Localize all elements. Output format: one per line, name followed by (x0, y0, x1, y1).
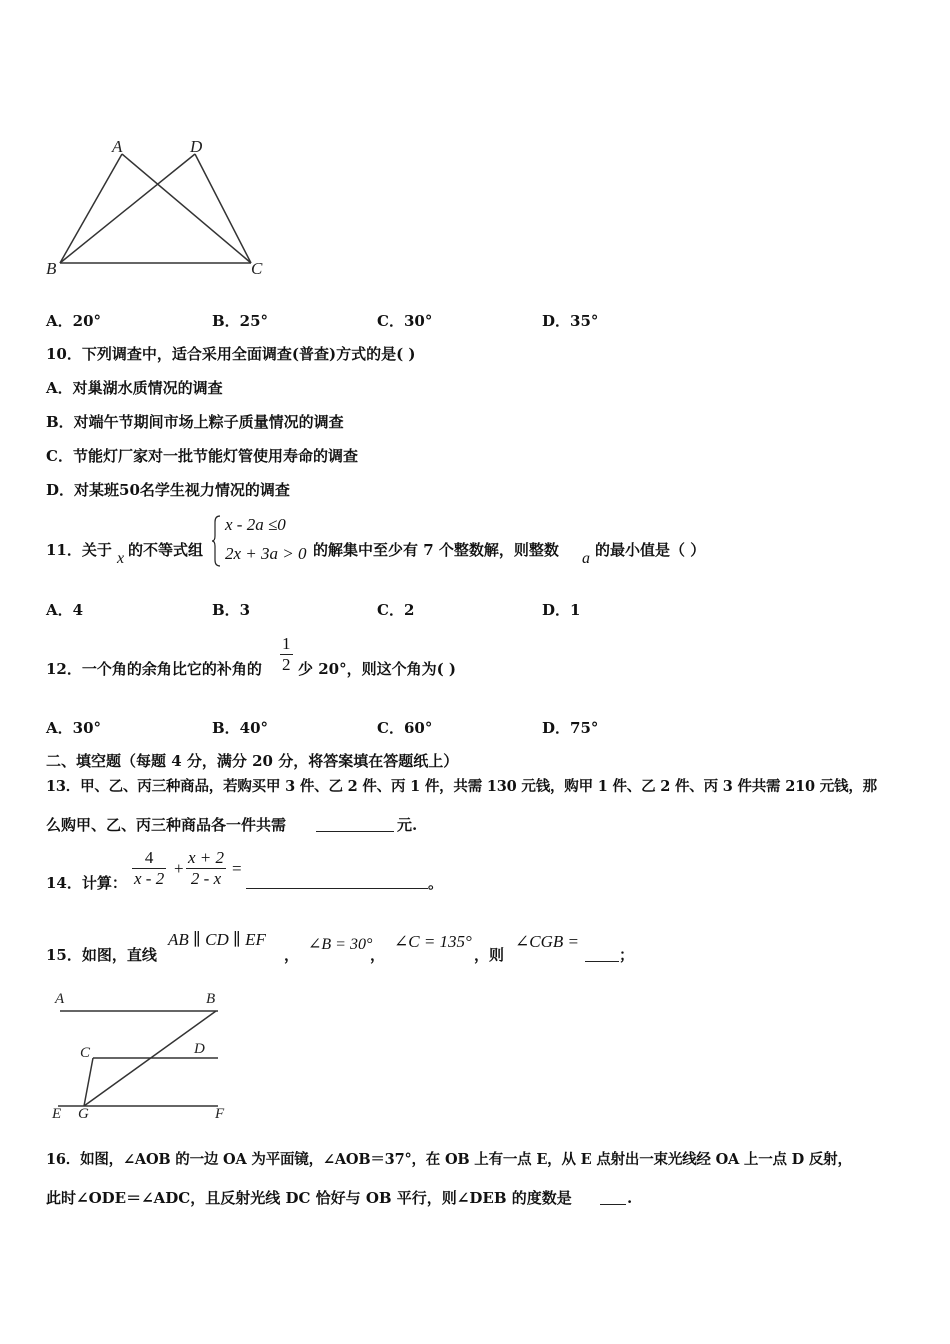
q10-option-d: D．对某班50名学生视力情况的调查 (46, 481, 290, 499)
triangle-figure (40, 132, 280, 282)
q12-option-a: A．30° (46, 719, 102, 737)
segment-ac (122, 154, 251, 263)
fig2-label-b: B (206, 991, 216, 1007)
fig2-label-c: C (80, 1045, 91, 1061)
q11-var-a: a (582, 550, 590, 567)
q11-inequality-1: x - 2a ≤0 (225, 515, 286, 534)
q12-option-c: C．60° (377, 719, 433, 737)
q16-line-1: 16．如图，∠AOB 的一边 OA 为平面镜，∠AOB＝37°，在 OB 上有一点 E，从 E 点射出一束光线经 OA 上一点 D 反射， (46, 1151, 852, 1168)
q10-stem: 10．下列调查中，适合采用全面调查(普查)方式的是( ) (46, 345, 416, 363)
q9-option-d: D．35° (542, 312, 599, 330)
q15-comma-3: ，则 (474, 946, 505, 964)
fig2-label-f: F (215, 1106, 225, 1122)
fig1-label-d: D (190, 137, 203, 156)
q15-comma-1: ， (284, 946, 300, 964)
q15-answer-blank[interactable] (585, 945, 619, 962)
q15-end: ； (619, 946, 635, 964)
segment-bd (60, 154, 195, 263)
q10-option-a: A．对巢湖水质情况的调查 (46, 379, 223, 397)
q13-line-2-post: 元. (397, 816, 418, 834)
q11-inequality-2: 2x + 3a > 0 (225, 544, 307, 563)
q11-option-b: B．3 (212, 601, 251, 619)
q11-post: 的解集中至少有 7 个整数解，则整数 (313, 541, 559, 559)
q11-option-a: A．4 (46, 601, 84, 619)
q12-pre: 12．一个角的余角比它的补角的 (46, 660, 262, 678)
q12-option-b: B．40° (212, 719, 269, 737)
q15-parallel: AB ∥ CD ∥ EF (168, 930, 266, 949)
q14-fraction-1 (132, 848, 166, 889)
q15-angle-b: ∠B = 30° (308, 936, 373, 953)
q14-fraction-2-den: 2 - x (186, 868, 226, 889)
q16-line-2-end: . (627, 1189, 633, 1207)
q14-plus: + (174, 859, 184, 878)
q14-end: 。 (428, 874, 444, 892)
q11-var-x: x (117, 550, 125, 567)
fig1-label-a: A (112, 137, 123, 156)
fig1-label-c: C (251, 259, 263, 278)
q14-answer-blank[interactable] (246, 872, 428, 889)
q12-fraction-den: 2 (282, 655, 291, 674)
q9-option-a: A．20° (46, 312, 102, 330)
fig2-label-a: A (55, 991, 65, 1007)
fig1-label-b: B (46, 259, 57, 278)
q16-line-2: 此时∠ODE＝∠ADC，且反射光线 DC 恰好与 OB 平行，则∠DEB 的度数是 (46, 1189, 572, 1207)
q12-post: 少 20°，则这个角为( ) (298, 660, 457, 678)
q10-option-c: C．节能灯厂家对一批节能灯管使用寿命的调查 (46, 447, 358, 465)
fig2-label-d: D (194, 1041, 205, 1057)
q13-line-2-pre: 么购甲、乙、丙三种商品各一件共需 (46, 816, 287, 834)
q14-fraction-1-den: x - 2 (134, 869, 165, 888)
q11-brace (212, 514, 222, 568)
fig2-label-e: E (52, 1106, 62, 1122)
segment-dc (195, 154, 251, 263)
q14-pre: 14．计算： (46, 874, 127, 892)
q9-option-c: C．30° (377, 312, 433, 330)
q14-equals: = (232, 859, 242, 878)
q12-fraction-num: 1 (282, 634, 291, 653)
q11-option-d: D．1 (542, 601, 581, 619)
q16-answer-blank[interactable] (600, 1188, 626, 1205)
fig2-label-g: G (78, 1106, 89, 1122)
q14-fraction-1-num: 4 (144, 848, 154, 867)
q9-option-b: B．25° (212, 312, 269, 330)
q11-mid: 的不等式组 (128, 541, 204, 559)
q12-option-d: D．75° (542, 719, 599, 737)
q12-fraction (280, 634, 293, 675)
section-2-heading: 二、填空题（每题 4 分，满分 20 分，将答案填在答题纸上） (46, 752, 459, 770)
q11-end: 的最小值是（ ） (595, 541, 706, 559)
q15-angle-c: ∠C = 135° (394, 932, 472, 951)
q11-option-c: C．2 (377, 601, 415, 619)
q10-option-b: B．对端午节期间市场上粽子质量情况的调查 (46, 413, 344, 431)
q14-fraction-2 (186, 848, 226, 889)
segment-cg (84, 1058, 93, 1106)
q15-comma-2: ， (370, 946, 386, 964)
q15-target: ∠CGB = (515, 932, 579, 951)
q13-answer-blank[interactable] (316, 815, 394, 832)
q14-fraction-2-num: x + 2 (188, 848, 225, 867)
q13-line-1: 13．甲、乙、丙三种商品，若购买甲 3 件、乙 2 件、丙 1 件，共需 130 元钱，购甲 1 件、乙 2 件、丙 3 件共需 210 元钱，那 (46, 778, 877, 795)
q15-pre: 15．如图，直线 (46, 946, 157, 964)
q11-pre: 11．关于 (46, 541, 112, 559)
segment-ba (60, 154, 122, 263)
